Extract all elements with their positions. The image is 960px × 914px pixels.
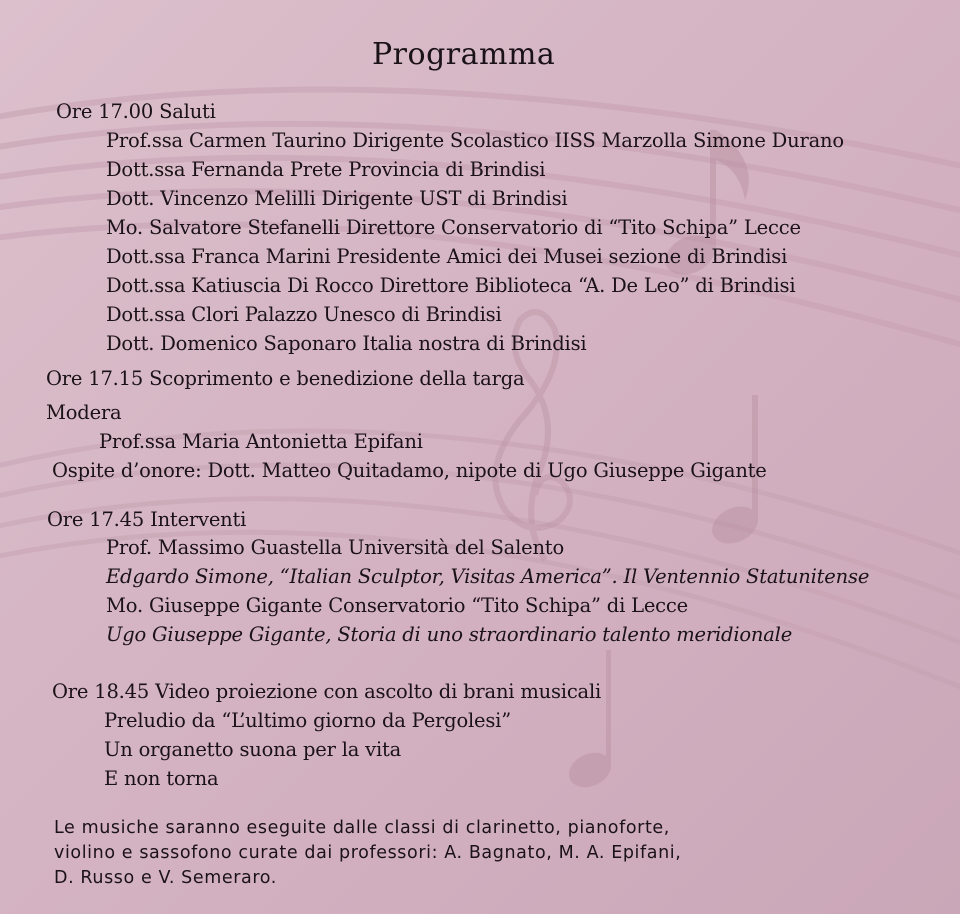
page-title: Programma [372, 37, 556, 72]
video-heading: Ore 18.45 Video proiezione con ascolto di brani musicali [52, 680, 602, 703]
video-piece: Un organetto suona per la vita [104, 738, 402, 761]
intervento-line: Mo. Giuseppe Gigante Conservatorio “Tito Schipa” di Lecce [106, 594, 688, 617]
video-piece: Preludio da “L’ultimo giorno da Pergolesi” [104, 709, 511, 732]
closing-note-line: Le musiche saranno eseguite dalle classi di clarinetto, pianoforte, [54, 818, 670, 838]
intervento-line: Prof. Massimo Guastella Università del Salento [106, 536, 564, 559]
saluti-speaker: Mo. Salvatore Stefanelli Direttore Conservatorio di “Tito Schipa” Lecce [106, 216, 801, 239]
moderator-name: Prof.ssa Maria Antonietta Epifani [99, 430, 423, 453]
scoprimento-line: Ore 17.15 Scoprimento e benedizione della targa [46, 367, 525, 390]
saluti-speaker: Dott. Vincenzo Melilli Dirigente UST di Brindisi [106, 187, 568, 210]
guest-of-honor: Ospite d’onore: Dott. Matteo Quitadamo, nipote di Ugo Giuseppe Gigante [52, 459, 767, 482]
saluti-speaker: Dott.ssa Clori Palazzo Unesco di Brindisi [106, 303, 502, 326]
video-piece: E non torna [104, 767, 219, 790]
closing-note-line: D. Russo e V. Semeraro. [54, 868, 277, 888]
saluti-speaker: Dott.ssa Fernanda Prete Provincia di Brindisi [106, 158, 546, 181]
saluti-speaker: Dott.ssa Franca Marini Presidente Amici dei Musei sezione di Brindisi [106, 245, 788, 268]
intervento-title: Ugo Giuseppe Gigante, Storia di uno straordinario talento meridionale [106, 623, 793, 646]
intervento-title: Edgardo Simone, “Italian Sculptor, Visitas America”. Il Ventennio Statunitense [106, 565, 870, 588]
closing-note-line: violino e sassofono curate dai professori: A. Bagnato, M. A. Epifani, [54, 843, 682, 863]
saluti-heading: Ore 17.00 Saluti [56, 100, 216, 123]
saluti-speaker: Prof.ssa Carmen Taurino Dirigente Scolastico IISS Marzolla Simone Durano [106, 129, 844, 152]
interventi-heading: Ore 17.45 Interventi [47, 508, 247, 531]
saluti-speaker: Dott. Domenico Saponaro Italia nostra di Brindisi [106, 332, 587, 355]
modera-label: Modera [46, 401, 122, 424]
saluti-speaker: Dott.ssa Katiuscia Di Rocco Direttore Biblioteca “A. De Leo” di Brindisi [106, 274, 796, 297]
